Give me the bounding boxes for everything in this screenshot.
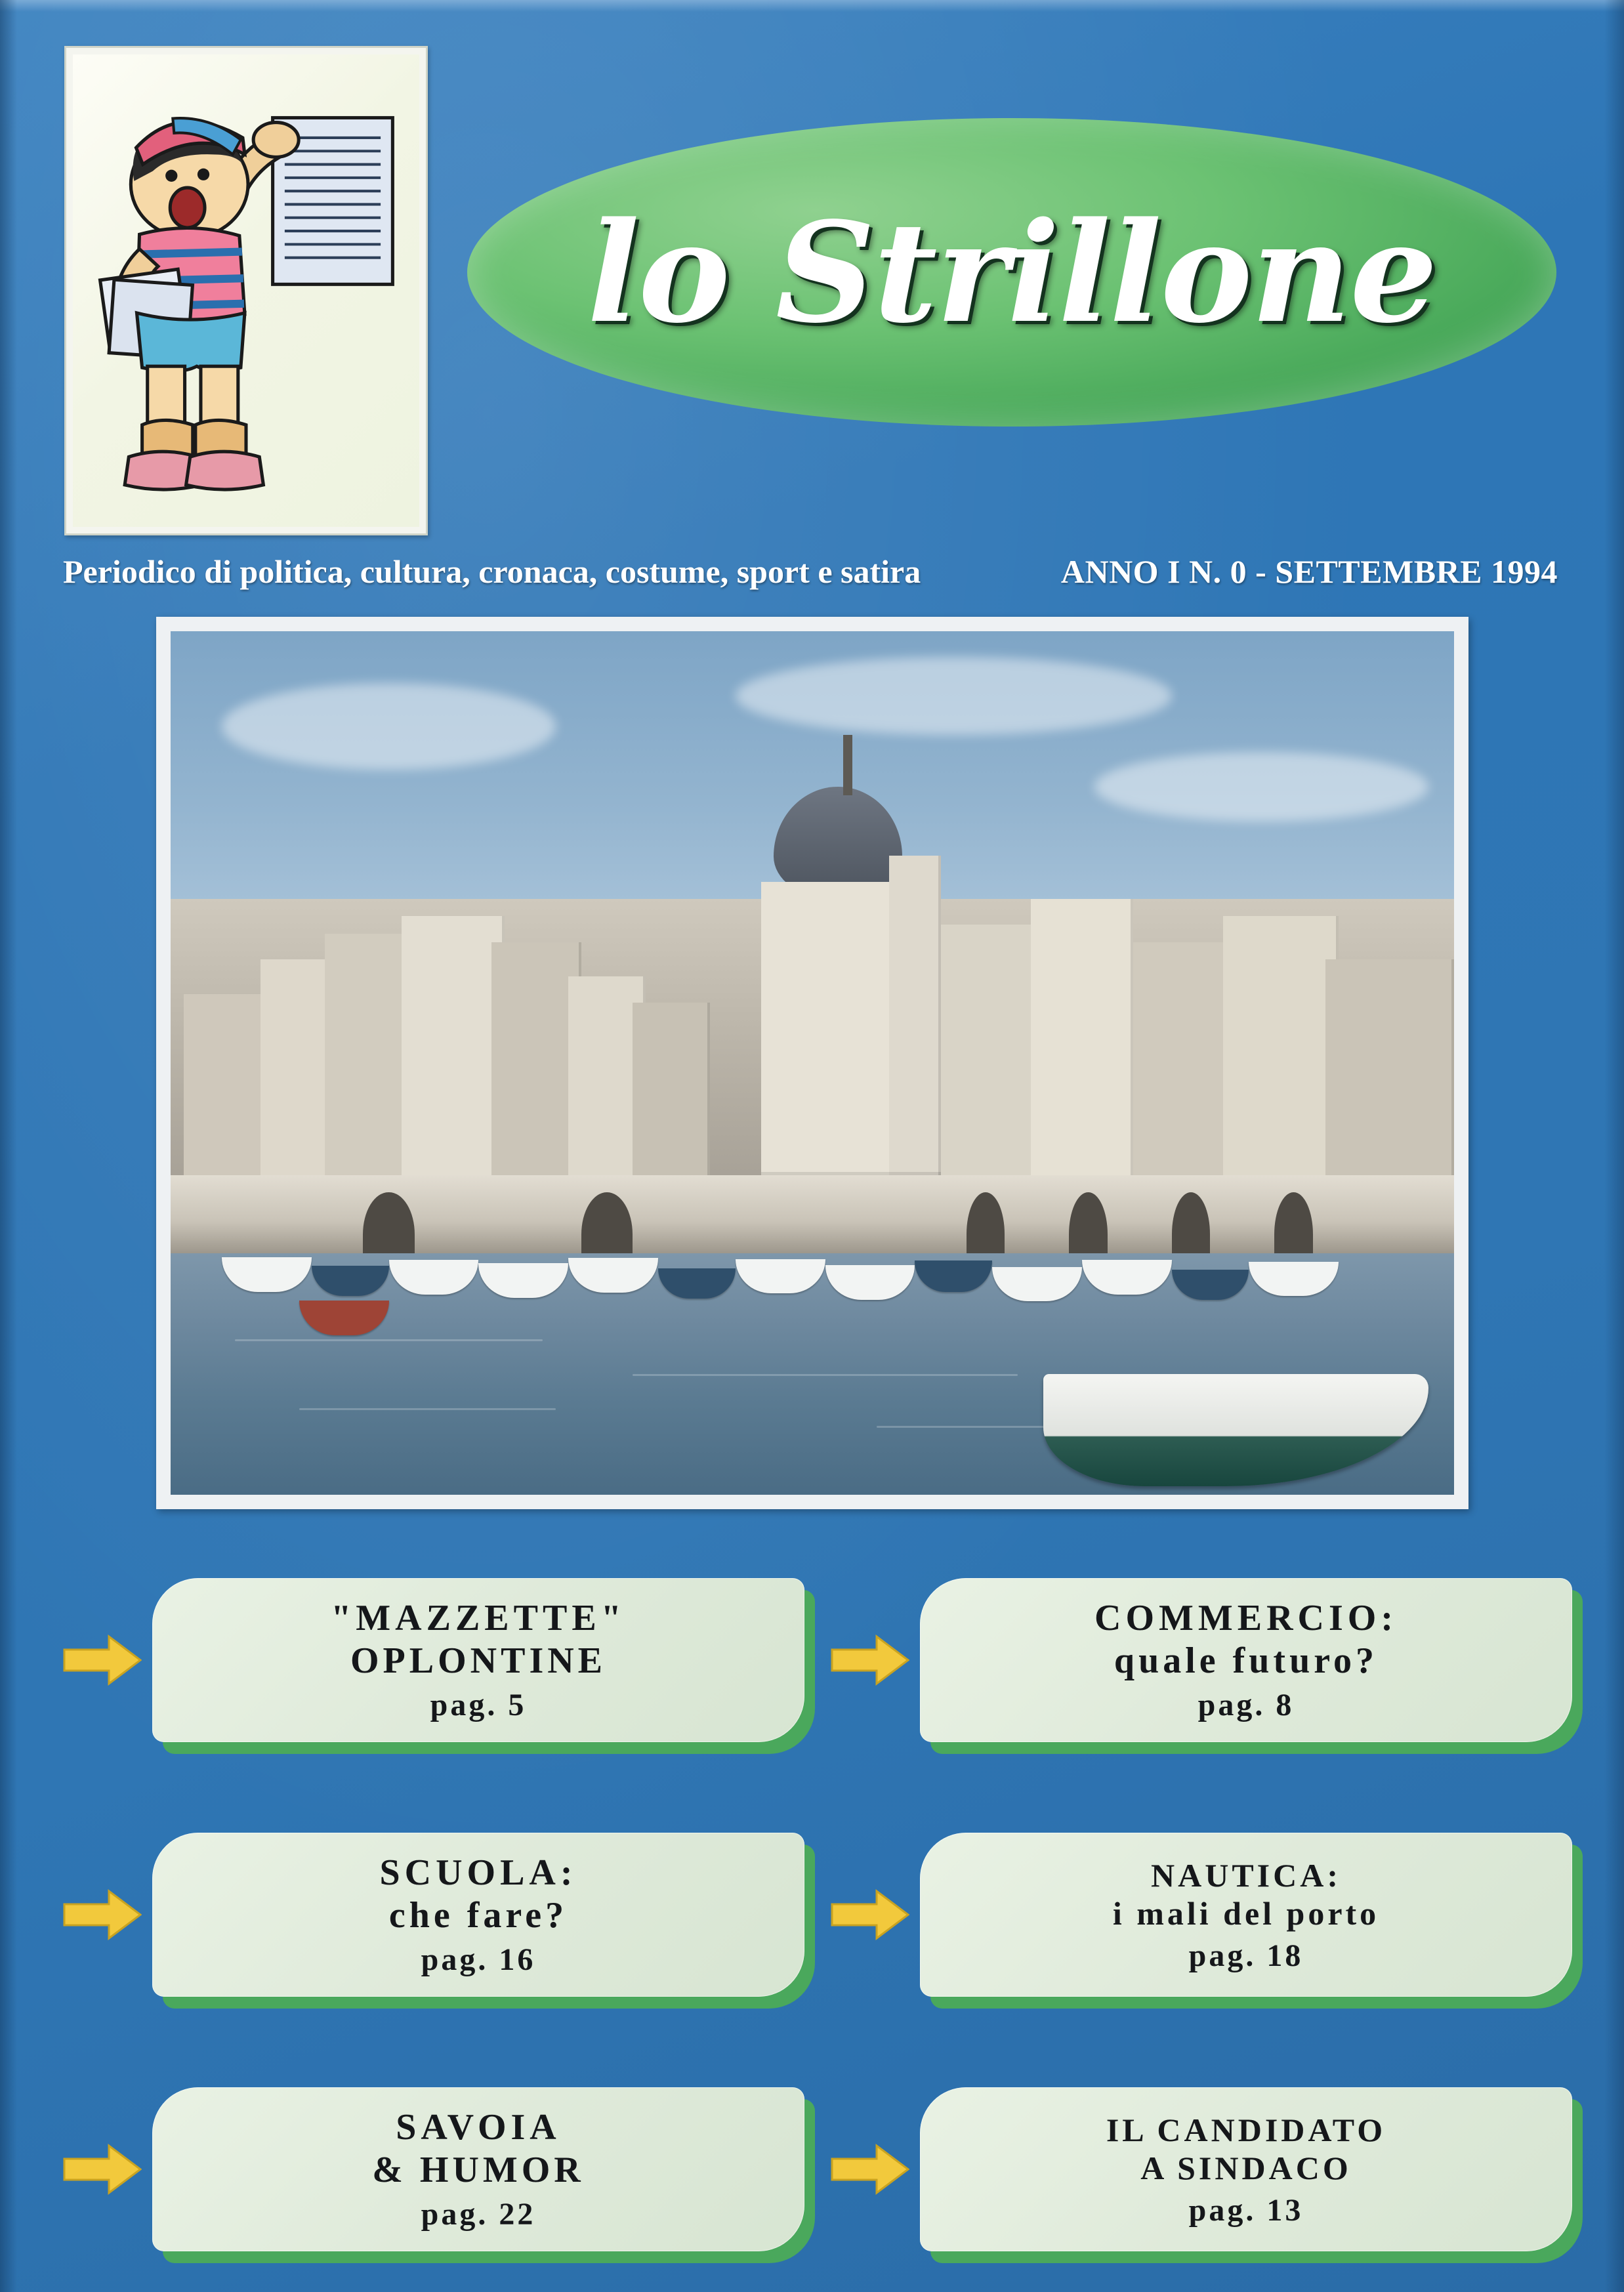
- arrow-icon: [63, 1888, 142, 1941]
- page-edge-left: [0, 0, 17, 2292]
- teaser-pill-wrap: [152, 1833, 804, 1997]
- teaser-pill-wrap: [920, 1578, 1572, 1742]
- photo-ripple: [299, 1408, 556, 1410]
- arrow-icon: [831, 2143, 909, 2196]
- photo-building: [1133, 942, 1236, 1184]
- photo-building: [325, 934, 415, 1184]
- teaser-line-1: SAVOIA: [396, 2106, 561, 2148]
- teaser-line-2: quale futuro?: [1114, 1640, 1379, 1681]
- photo-building: [633, 1003, 709, 1184]
- teaser-item[interactable]: [63, 2051, 804, 2287]
- teaser-page: pag. 22: [421, 2197, 536, 2232]
- subtitle-row: [63, 552, 1566, 591]
- page-edge-top: [0, 0, 1624, 12]
- magazine-title: lo Strillone: [587, 191, 1436, 354]
- teaser-pill-wrap: [152, 1578, 804, 1742]
- teaser-pill[interactable]: [152, 2087, 804, 2251]
- issue-info: ANNO I N. 0 - SETTEMBRE 1994: [1060, 553, 1558, 590]
- teaser-pill[interactable]: [152, 1578, 804, 1742]
- teaser-pill[interactable]: [920, 1833, 1572, 1997]
- teaser-item[interactable]: [831, 1797, 1572, 2033]
- teaser-line-1: COMMERCIO:: [1094, 1597, 1398, 1638]
- photo-building: [491, 942, 581, 1184]
- teaser-line-2: A SINDACO: [1140, 2149, 1352, 2186]
- photo-building: [1223, 916, 1339, 1184]
- teaser-line-2: & HUMOR: [372, 2149, 585, 2190]
- photo-building: [941, 925, 1043, 1184]
- teaser-line-2: OPLONTINE: [350, 1640, 607, 1681]
- photo-building: [1031, 899, 1133, 1184]
- cover-photo: [171, 631, 1454, 1495]
- photo-cross: [843, 735, 852, 795]
- teaser-pill[interactable]: [920, 1578, 1572, 1742]
- photo-building: [1325, 959, 1454, 1184]
- photo-building: [402, 916, 504, 1184]
- teaser-pill-wrap: [920, 1833, 1572, 1997]
- teaser-page: pag. 18: [1188, 1938, 1304, 1973]
- teaser-pill[interactable]: [920, 2087, 1572, 2251]
- teaser-pill-wrap: [920, 2087, 1572, 2251]
- teaser-item[interactable]: [831, 2051, 1572, 2287]
- teaser-line-2: i mali del porto: [1112, 1894, 1380, 1932]
- photo-bell-tower: [889, 856, 940, 1175]
- teaser-item[interactable]: [831, 1542, 1572, 1778]
- teaser-pill-wrap: [152, 2087, 804, 2251]
- teaser-line-1: NAUTICA:: [1151, 1856, 1341, 1894]
- teaser-item[interactable]: [63, 1797, 804, 2033]
- photo-ripple: [235, 1339, 543, 1341]
- teaser-line-2: che fare?: [388, 1894, 568, 1936]
- teaser-page: pag. 8: [1197, 1688, 1295, 1723]
- teaser-line-1: "MAZZETTE": [331, 1597, 626, 1638]
- arrow-icon: [831, 1634, 909, 1686]
- photo-cloud: [736, 657, 1172, 734]
- cover-photo-frame: [156, 617, 1468, 1509]
- teaser-page: pag. 5: [430, 1688, 527, 1723]
- arrow-icon: [63, 1634, 142, 1686]
- mascot-frame: [64, 46, 428, 535]
- teaser-line-1: SCUOLA:: [379, 1852, 577, 1893]
- teaser-item[interactable]: [63, 1542, 804, 1778]
- newsboy-mascot-icon: [73, 54, 419, 527]
- teaser-line-1: IL CANDIDATO: [1106, 2111, 1386, 2148]
- photo-ripple: [633, 1374, 1018, 1376]
- teaser-grid: [63, 1542, 1572, 2287]
- mascot-illustration: [73, 54, 419, 527]
- teaser-page: pag. 16: [421, 1942, 536, 1978]
- photo-building: [184, 994, 274, 1184]
- tagline: Periodico di politica, cultura, cronaca, costume, sport e satira: [63, 553, 921, 590]
- teaser-pill[interactable]: [152, 1833, 804, 1997]
- photo-cloud: [222, 683, 556, 770]
- page-edge-right: [1604, 0, 1624, 2292]
- arrow-icon: [831, 1888, 909, 1941]
- arrow-icon: [63, 2143, 142, 2196]
- photo-cloud: [1094, 752, 1428, 821]
- teaser-page: pag. 13: [1188, 2192, 1304, 2228]
